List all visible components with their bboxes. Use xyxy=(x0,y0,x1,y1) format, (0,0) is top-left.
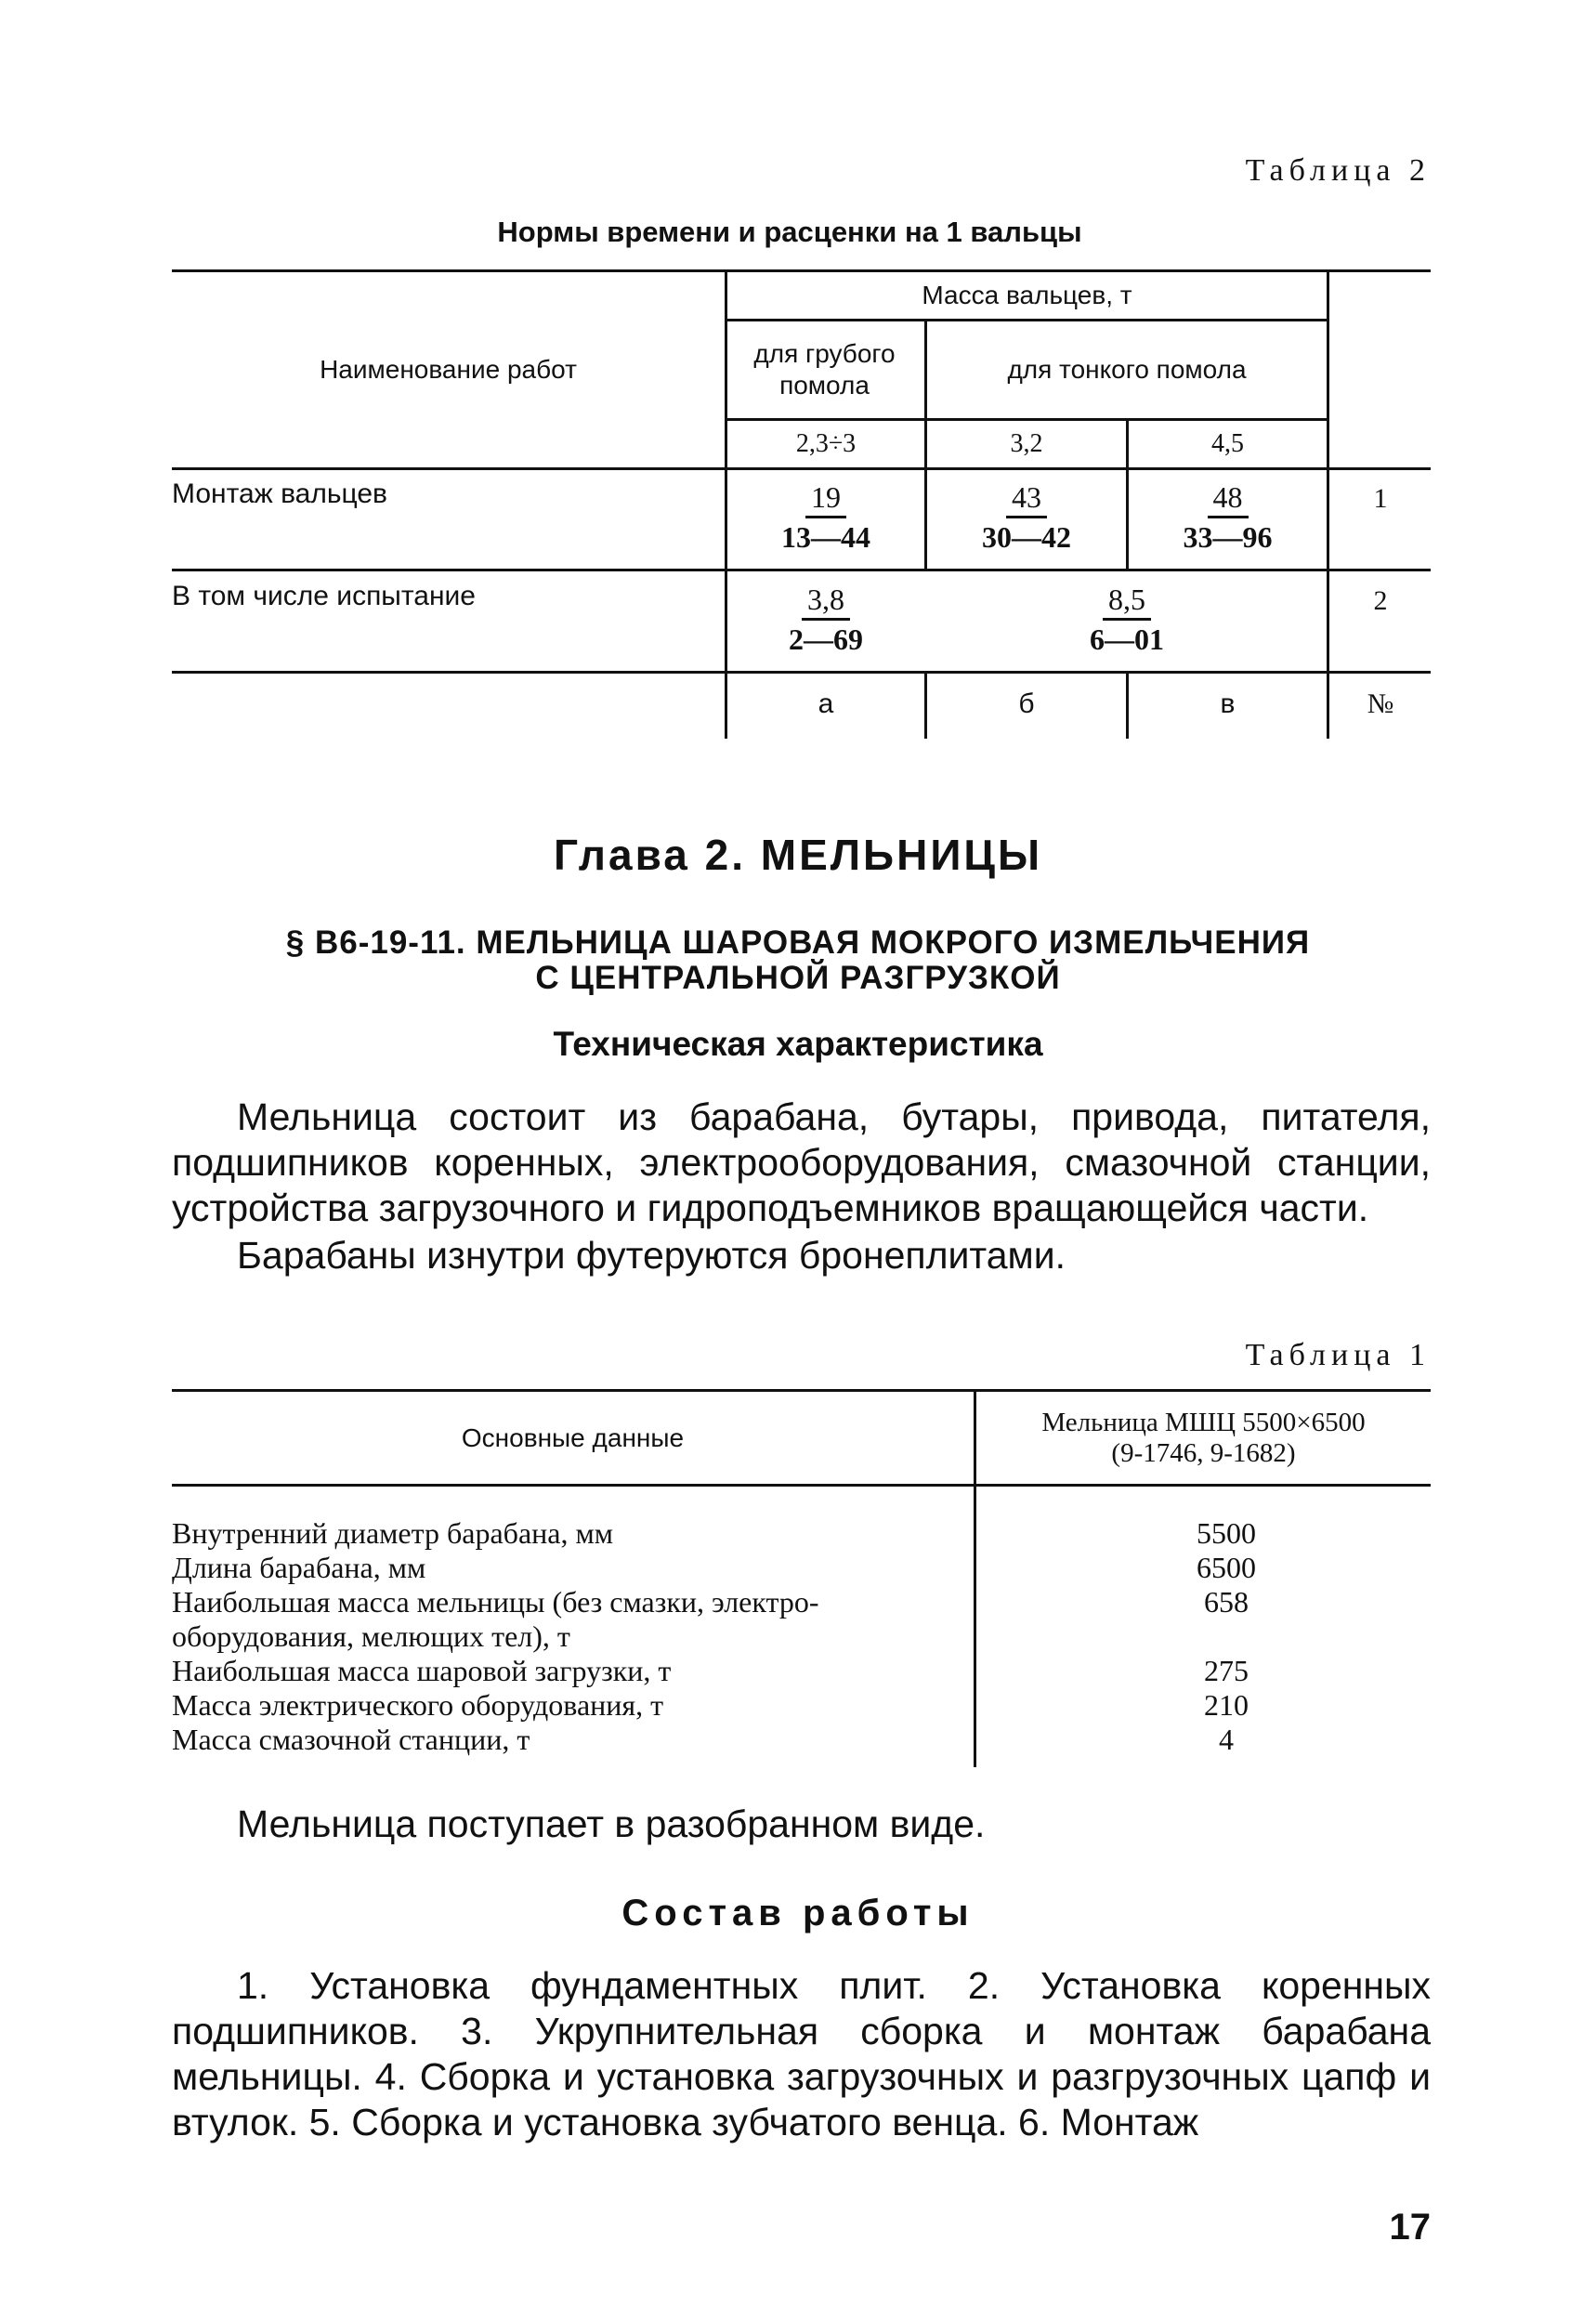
chapter-title: Глава 2. МЕЛЬНИЦЫ xyxy=(553,831,1043,879)
table1-labels xyxy=(172,1516,971,1757)
norm-value: 48 xyxy=(1208,478,1249,518)
tech-paragraph: Барабаны изнутри футеруются бронеплитами. xyxy=(237,1234,1066,1277)
table-row-label: Масса смазочной станции, т xyxy=(172,1723,530,1756)
rate-value: 2—69 xyxy=(789,623,863,656)
table-row-value: 5500 xyxy=(1197,1516,1256,1550)
table1-values xyxy=(1161,1516,1291,1757)
table2-col-a-value: 2,3÷3 xyxy=(795,429,857,458)
table-row-label: Наибольшая масса мельницы (без смазки, электро- xyxy=(172,1585,819,1619)
section-title-line2: С ЦЕНТРАЛЬНОЙ РАЗГРУЗКОЙ xyxy=(535,960,1061,996)
table2-row1-col-a xyxy=(727,478,924,556)
section-title-line1: § В6-19-11. МЕЛЬНИЦА ШАРОВАЯ МОКРОГО ИЗМЕЛЬЧЕНИЯ xyxy=(285,924,1311,961)
work-paragraph: 1. Установка фундаментных плит. 2. Установка коренных подшипников. 3. Укрупнительная сборка и монтаж барабана мельницы. 4. Сборка и установка загрузочных и разгрузочных цапф и втулок. 5. Сборка и установка зубчатого венца. 6. Монтаж xyxy=(172,1964,1431,2143)
table1-caption: Таблица 1 xyxy=(1245,1338,1431,1372)
work-heading: Состав работы xyxy=(621,1893,975,1933)
mill-model-label: Мельница МШЦ 5500×6500 xyxy=(1041,1408,1366,1437)
table2-col-b-value: 3,2 xyxy=(1010,429,1043,458)
table2-header-coarse: для грубого помола xyxy=(753,339,896,400)
mill-codes-label: (9-1746, 9-1682) xyxy=(1111,1438,1296,1468)
table-row-label: оборудования, мелющих тел), т xyxy=(172,1619,570,1653)
table2-caption: Таблица 2 xyxy=(1245,153,1431,188)
table-row-value: 658 xyxy=(1204,1585,1249,1619)
rate-value: 33—96 xyxy=(1183,520,1273,554)
table-row-label: Внутренний диаметр барабана, мм xyxy=(172,1516,613,1550)
table2-row2-number: 2 xyxy=(1373,585,1388,616)
table2-footer-num: № xyxy=(1367,688,1394,719)
table-row-value: 210 xyxy=(1204,1688,1249,1722)
table2-row1-col-b xyxy=(927,478,1126,556)
table-row-value: 4 xyxy=(1219,1723,1234,1756)
table2-row2-col-bc xyxy=(927,581,1327,658)
tech-description xyxy=(172,1095,1431,1278)
norm-value: 43 xyxy=(1006,478,1047,518)
norm-value: 8,5 xyxy=(1103,581,1151,621)
table2-row2-col-a xyxy=(727,581,924,658)
table2-footer-c: в xyxy=(1220,688,1236,719)
tech-heading: Техническая характеристика xyxy=(553,1025,1043,1063)
table-row-label: Наибольшая масса шаровой загрузки, т xyxy=(172,1654,672,1687)
table-row-value: 6500 xyxy=(1197,1551,1256,1584)
norm-value: 19 xyxy=(805,478,846,518)
table2-row-name: В том числе испытание xyxy=(172,581,476,611)
table-row-value: 275 xyxy=(1204,1654,1249,1687)
work-composition xyxy=(172,1963,1431,2145)
rate-value: 6—01 xyxy=(1090,623,1164,656)
rate-value: 13—44 xyxy=(781,520,870,554)
norm-value: 3,8 xyxy=(802,581,850,621)
page-number: 17 xyxy=(1389,2207,1431,2248)
rate-value: 30—42 xyxy=(982,520,1071,554)
table2-row1-col-c xyxy=(1129,478,1327,556)
table2-header-mass: Масса вальцев, т xyxy=(922,281,1132,309)
table2-footer-a: а xyxy=(818,688,834,719)
table-row-label: Масса электрического оборудования, т xyxy=(172,1688,664,1722)
table2-title: Нормы времени и расценки на 1 вальцы xyxy=(497,216,1082,248)
table2-row1-number: 1 xyxy=(1373,483,1388,514)
table2-row-name: Монтаж вальцев xyxy=(172,478,387,509)
table2-header-fine: для тонкого помола xyxy=(1007,355,1247,384)
delivery-text: Мельница поступает в разобранном виде. xyxy=(237,1802,986,1845)
table-row-label: Длина барабана, мм xyxy=(172,1551,426,1584)
table2-header-work-name: Наименование работ xyxy=(320,355,577,384)
table1-header-main-data: Основные данные xyxy=(461,1422,685,1452)
tech-paragraph: Мельница состоит из барабана, бутары, привода, питателя, подшипников коренных, электрооборудования, смазочной станции, устройства загрузочного и гидроподъемников вращающейся части. xyxy=(172,1095,1431,1229)
table1-header-mill xyxy=(976,1408,1431,1469)
table2-col-c-value: 4,5 xyxy=(1211,429,1244,458)
table2-footer-b: б xyxy=(1018,688,1035,719)
